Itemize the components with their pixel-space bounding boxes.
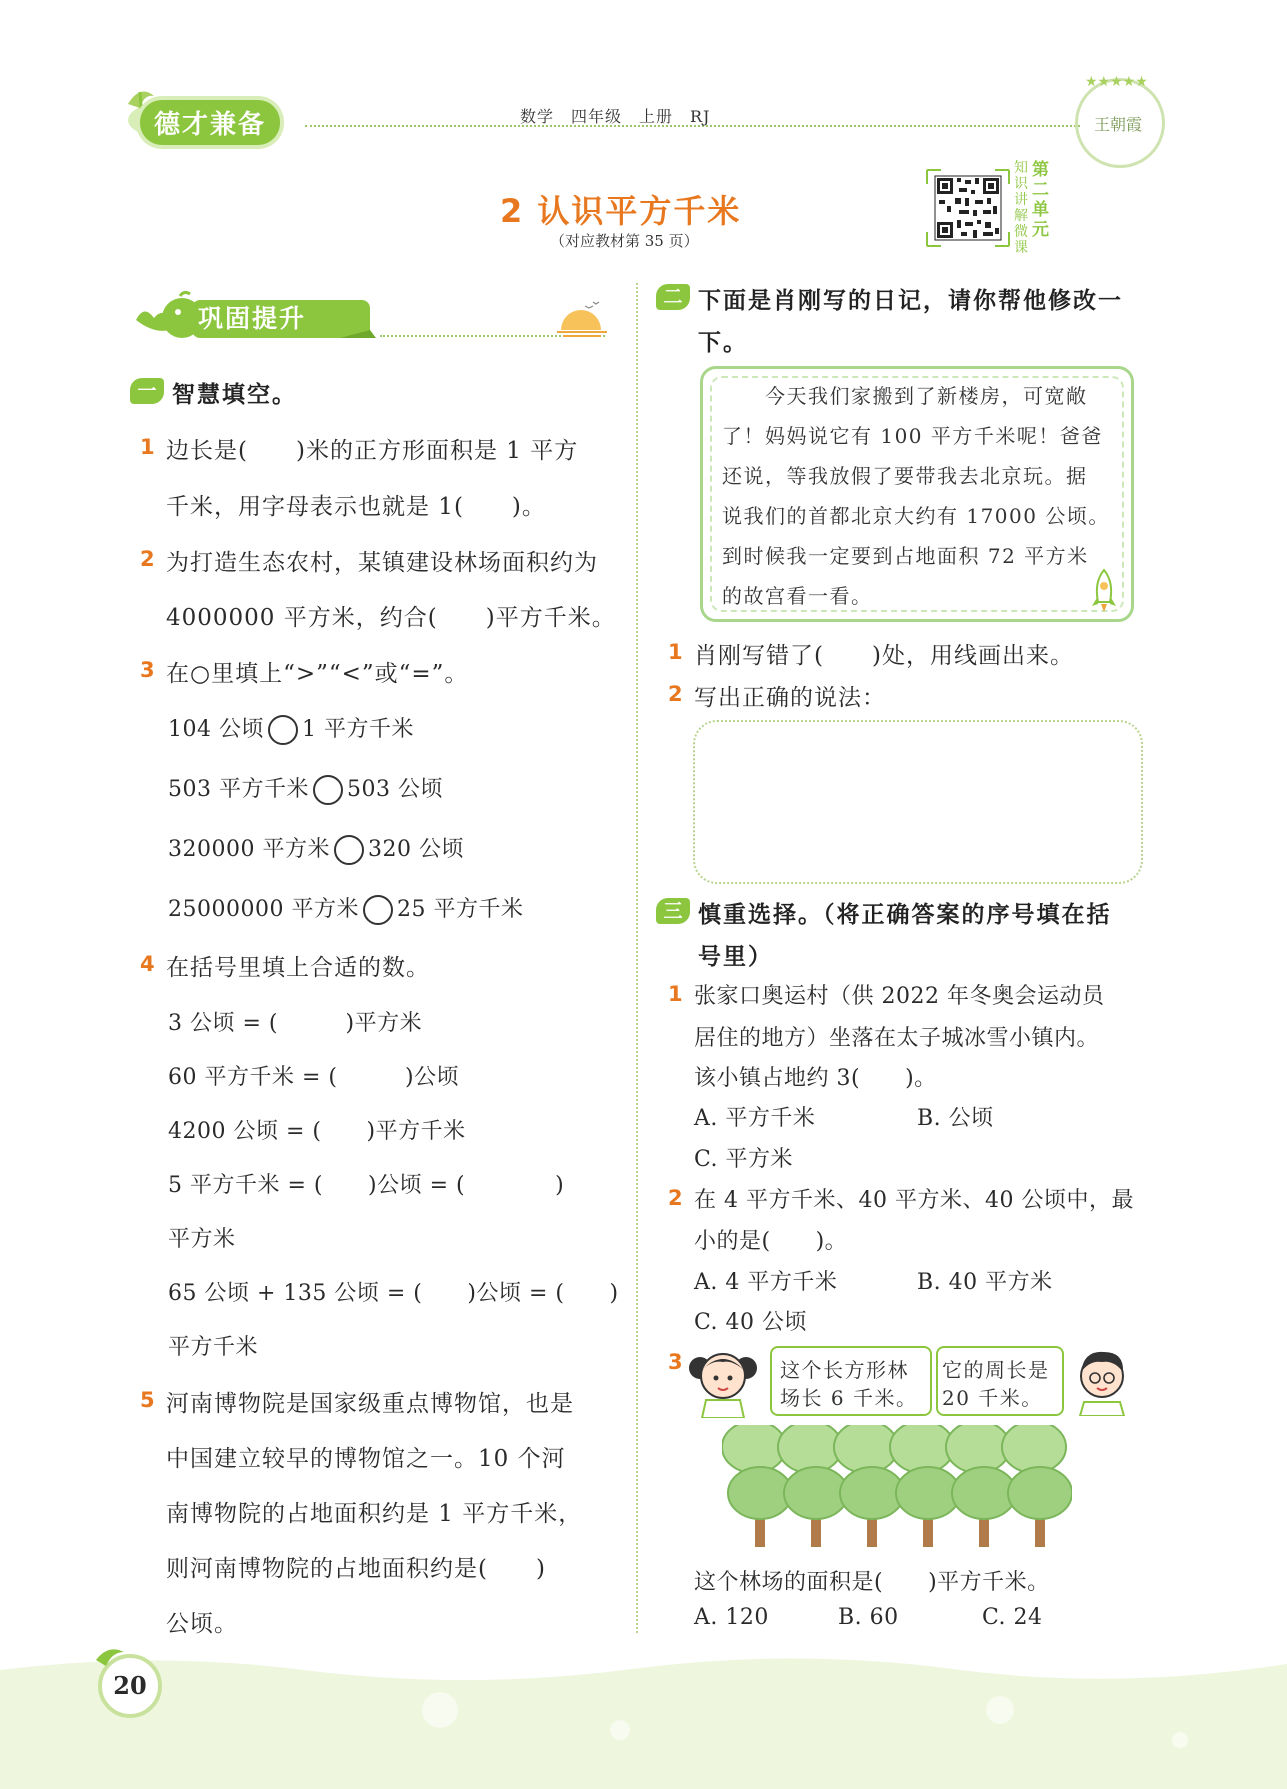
question-text: 为打造生态农村，某镇建设林场面积约为 bbox=[166, 550, 598, 576]
option-c[interactable]: C. 24 bbox=[982, 1605, 1043, 1630]
tree-crown bbox=[784, 1467, 848, 1519]
bubble-text: 这个长方形林 bbox=[780, 1358, 909, 1382]
page-number: 20 bbox=[113, 1671, 147, 1700]
compare-row: 104 公顷 1 平方千米 bbox=[168, 712, 414, 745]
diary-line: 说我们的首都北京大约有 17000 公顷。 bbox=[722, 504, 1110, 528]
question-text: 小的是( )。 bbox=[694, 1229, 848, 1254]
compare-row: 25000000 平方米 25 平方千米 bbox=[168, 892, 523, 925]
question-text: 4000000 平方米，约合( )平方千米。 bbox=[166, 605, 616, 631]
sunset-icon bbox=[555, 300, 610, 340]
question-number: 5 bbox=[140, 1388, 155, 1412]
section-title: 慎重选择。（将正确答案的序号填在括 bbox=[698, 902, 1112, 928]
question-text: 肖刚写错了( )处，用线画出来。 bbox=[694, 643, 1074, 669]
question-text: 写出正确的说法： bbox=[694, 685, 886, 711]
diary-line: 还说，等我放假了要带我去北京玩。据 bbox=[722, 464, 1088, 488]
bubble-text: 20 千米。 bbox=[942, 1386, 1043, 1410]
tree-crown bbox=[896, 1467, 960, 1519]
qr-code-icon[interactable] bbox=[925, 168, 1011, 248]
question-text: 张家口奥运村（供 2022 年冬奥会运动员 bbox=[694, 984, 1105, 1009]
footer-wave bbox=[0, 1650, 1287, 1789]
bubble-text: 场长 6 千米。 bbox=[780, 1386, 918, 1410]
question-number: 3 bbox=[668, 1350, 683, 1374]
question-text: 边长是( )米的正方形面积是 1 平方 bbox=[166, 438, 579, 464]
logo-text: 德才兼备 bbox=[140, 100, 280, 145]
question-text: 中国建立较早的博物馆之一。10 个河 bbox=[166, 1446, 566, 1472]
section-banner-label: 巩固提升 bbox=[198, 304, 307, 333]
section-title: 下。 bbox=[698, 330, 748, 356]
tree-crown bbox=[722, 1425, 786, 1473]
diary-line: 了！妈妈说它有 100 平方千米呢！爸爸 bbox=[722, 424, 1103, 448]
compare-row: 503 平方千米 503 公顷 bbox=[168, 772, 443, 805]
question-number: 1 bbox=[140, 435, 155, 459]
tree-crown bbox=[890, 1425, 954, 1473]
diary-line: 到时候我一定要到占地面积 72 平方米 bbox=[722, 544, 1089, 568]
question-number: 2 bbox=[668, 1186, 683, 1210]
header-info: 数学 四年级 上册 RJ bbox=[520, 107, 711, 126]
girl-avatar bbox=[688, 1346, 758, 1418]
question-text: 在括号里填上合适的数。 bbox=[166, 955, 430, 981]
question-text: 这个林场的面积是( )平方千米。 bbox=[694, 1570, 1050, 1595]
diary-line: 今天我们家搬到了新楼房，可宽敞 bbox=[722, 384, 1088, 408]
qr-caption: 知识讲解微课 bbox=[1014, 160, 1028, 256]
option-b[interactable]: B. 公顷 bbox=[917, 1106, 994, 1131]
diary-inner-border bbox=[710, 376, 1124, 612]
tree-crown bbox=[1008, 1467, 1072, 1519]
rocket-icon bbox=[1090, 568, 1118, 614]
answer-circle[interactable] bbox=[334, 835, 364, 865]
fill-line[interactable]: 65 公顷 + 135 公顷 = ( )公顷 = ( ) bbox=[168, 1281, 619, 1306]
tree-crown bbox=[840, 1467, 904, 1519]
bubble-text: 它的周长是 bbox=[942, 1358, 1050, 1382]
brand-name: 王朝霞 bbox=[1094, 115, 1143, 134]
question-text: 千米，用字母表示也就是 1( )。 bbox=[166, 494, 546, 520]
fill-line: 平方千米 bbox=[168, 1335, 259, 1360]
question-text: 公顷。 bbox=[166, 1611, 238, 1637]
question-text: 居住的地方）坐落在太子城冰雪小镇内。 bbox=[694, 1026, 1100, 1051]
option-a[interactable]: A. 4 平方千米 bbox=[694, 1270, 838, 1295]
question-text: 该小镇占地约 3( )。 bbox=[694, 1066, 937, 1091]
unit-label: 第二单元 bbox=[1032, 160, 1049, 240]
question-number: 4 bbox=[140, 952, 155, 976]
page-subtitle: （对应教材第 35 页） bbox=[550, 232, 699, 250]
option-b[interactable]: B. 40 平方米 bbox=[917, 1270, 1053, 1295]
answer-circle[interactable] bbox=[363, 895, 393, 925]
diary-line: 的故宫看一看。 bbox=[722, 584, 873, 608]
answer-box[interactable] bbox=[693, 720, 1143, 884]
page-title: 2 认识平方千米 bbox=[500, 192, 742, 230]
forest-illustration bbox=[722, 1425, 1072, 1550]
fill-line: 平方米 bbox=[168, 1227, 236, 1252]
fill-line[interactable]: 60 平方千米 = ( )公顷 bbox=[168, 1065, 460, 1090]
option-c[interactable]: C. 平方米 bbox=[694, 1147, 794, 1172]
question-text: 则河南博物院的占地面积约是( ) bbox=[166, 1556, 546, 1582]
section-number: 二 bbox=[656, 284, 690, 310]
question-number: 3 bbox=[140, 658, 155, 682]
section-number: 三 bbox=[656, 898, 690, 924]
star-icons: ★★★★★ bbox=[1085, 74, 1148, 90]
option-a[interactable]: A. 120 bbox=[694, 1605, 769, 1630]
option-c[interactable]: C. 40 公顷 bbox=[694, 1310, 808, 1335]
compare-row: 320000 平方米 320 公顷 bbox=[168, 832, 464, 865]
question-number: 1 bbox=[668, 982, 683, 1006]
tree-crown bbox=[1002, 1425, 1066, 1473]
boy-avatar bbox=[1072, 1346, 1132, 1416]
section-title: 号里） bbox=[698, 944, 773, 970]
tree-crown bbox=[946, 1425, 1010, 1473]
answer-circle[interactable] bbox=[268, 715, 298, 745]
question-text: 河南博物院是国家级重点博物馆，也是 bbox=[166, 1391, 574, 1417]
question-text: 南博物院的占地面积约是 1 平方千米， bbox=[166, 1501, 583, 1527]
option-b[interactable]: B. 60 bbox=[838, 1605, 899, 1630]
option-a[interactable]: A. 平方千米 bbox=[694, 1106, 816, 1131]
fill-line[interactable]: 5 平方千米 = ( )公顷 = ( ) bbox=[168, 1173, 565, 1198]
section-title: 智慧填空。 bbox=[172, 382, 297, 408]
tree-crown bbox=[778, 1425, 842, 1473]
column-divider bbox=[636, 283, 638, 1633]
question-number: 2 bbox=[140, 547, 155, 571]
fill-line[interactable]: 4200 公顷 = ( )平方千米 bbox=[168, 1119, 466, 1144]
section-number: 一 bbox=[130, 378, 164, 404]
tree-crown bbox=[728, 1467, 792, 1519]
question-text: 在 4 平方千米、40 平方米、40 公顷中，最 bbox=[694, 1188, 1134, 1213]
tree-crown bbox=[952, 1467, 1016, 1519]
tree-crown bbox=[834, 1425, 898, 1473]
question-number: 2 bbox=[668, 682, 683, 706]
answer-circle[interactable] bbox=[313, 775, 343, 805]
question-text: 在○里填上“>”“<”或“=”。 bbox=[166, 661, 469, 687]
section-title: 下面是肖刚写的日记，请你帮他修改一 bbox=[698, 288, 1123, 314]
fill-line[interactable]: 3 公顷 = ( )平方米 bbox=[168, 1011, 423, 1036]
question-number: 1 bbox=[668, 640, 683, 664]
